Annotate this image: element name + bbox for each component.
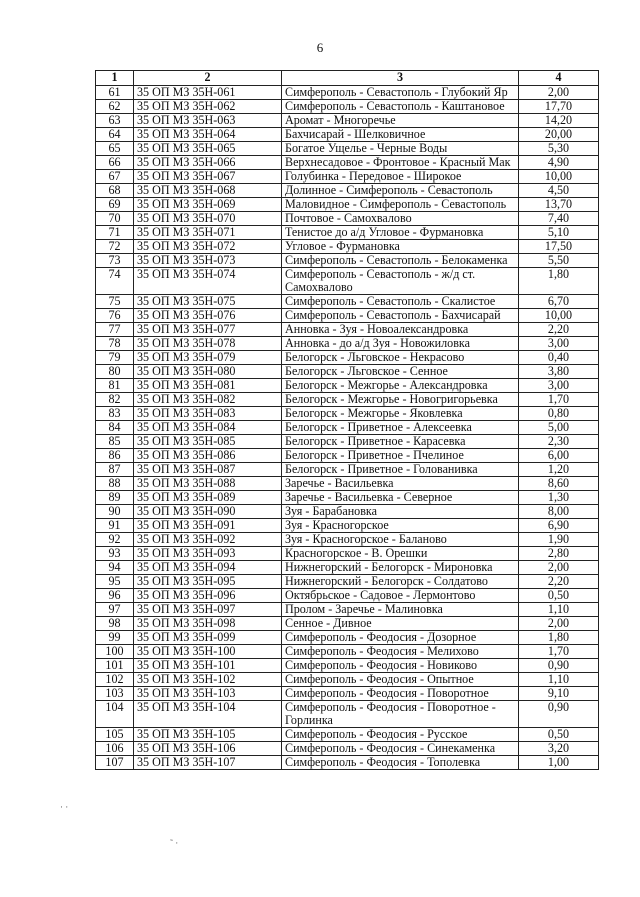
road-length: 2,80 (519, 547, 599, 561)
road-code: 35 ОП МЗ 35Н-084 (134, 421, 282, 435)
road-code: 35 ОП МЗ 35Н-098 (134, 617, 282, 631)
row-number: 68 (96, 184, 134, 198)
road-length: 5,10 (519, 226, 599, 240)
road-code: 35 ОП МЗ 35Н-079 (134, 351, 282, 365)
road-length: 8,60 (519, 477, 599, 491)
road-length: 2,30 (519, 435, 599, 449)
row-number: 99 (96, 631, 134, 645)
table-row (96, 379, 599, 393)
road-code: 35 ОП МЗ 35Н-105 (134, 728, 282, 742)
table-row (96, 519, 599, 533)
row-number: 61 (96, 86, 134, 100)
road-length: 20,00 (519, 128, 599, 142)
road-code: 35 ОП МЗ 35Н-061 (134, 86, 282, 100)
table-row (96, 449, 599, 463)
road-name: Симферополь - Феодосия - Новиково (282, 659, 519, 673)
road-length: 2,20 (519, 323, 599, 337)
road-code: 35 ОП МЗ 35Н-085 (134, 435, 282, 449)
table-row (96, 756, 599, 770)
road-length: 7,40 (519, 212, 599, 226)
road-length: 10,00 (519, 309, 599, 323)
road-length: 4,50 (519, 184, 599, 198)
row-number: 94 (96, 561, 134, 575)
table-row (96, 477, 599, 491)
road-length: 0,50 (519, 589, 599, 603)
row-number: 79 (96, 351, 134, 365)
road-code: 35 ОП МЗ 35Н-100 (134, 645, 282, 659)
road-length: 1,00 (519, 756, 599, 770)
road-name: Сенное - Дивное (282, 617, 519, 631)
road-length: 1,70 (519, 645, 599, 659)
table-row (96, 645, 599, 659)
row-number: 90 (96, 505, 134, 519)
road-name: Красногорское - В. Орешки (282, 547, 519, 561)
row-number: 98 (96, 617, 134, 631)
road-name: Симферополь - Феодосия - Дозорное (282, 631, 519, 645)
row-number: 80 (96, 365, 134, 379)
road-name: Белогорск - Межгорье - Александровка (282, 379, 519, 393)
road-code: 35 ОП МЗ 35Н-095 (134, 575, 282, 589)
table-row (96, 226, 599, 240)
road-name: Почтовое - Самохвалово (282, 212, 519, 226)
table-row (96, 86, 599, 100)
table-row (96, 491, 599, 505)
road-name: Симферополь - Феодосия - Поворотное - Горлинка (282, 701, 519, 728)
table-row (96, 728, 599, 742)
road-code: 35 ОП МЗ 35Н-063 (134, 114, 282, 128)
road-name: Белогорск - Межгорье - Яковлевка (282, 407, 519, 421)
row-number: 103 (96, 687, 134, 701)
road-code: 35 ОП МЗ 35Н-099 (134, 631, 282, 645)
table-row (96, 659, 599, 673)
row-number: 73 (96, 254, 134, 268)
road-name: Долинное - Симферополь - Севастополь (282, 184, 519, 198)
row-number: 92 (96, 533, 134, 547)
table-row (96, 240, 599, 254)
table-row (96, 407, 599, 421)
row-number: 81 (96, 379, 134, 393)
road-length: 0,80 (519, 407, 599, 421)
road-name: Белогорск - Приветное - Алексеевка (282, 421, 519, 435)
road-code: 35 ОП МЗ 35Н-097 (134, 603, 282, 617)
table-header-row (96, 71, 599, 86)
row-number: 70 (96, 212, 134, 226)
road-name: Зуя - Красногорское (282, 519, 519, 533)
table-row (96, 142, 599, 156)
road-code: 35 ОП МЗ 35Н-072 (134, 240, 282, 254)
road-name: Угловое - Фурмановка (282, 240, 519, 254)
road-name: Анновка - Зуя - Новоалександровка (282, 323, 519, 337)
table-row (96, 631, 599, 645)
row-number: 89 (96, 491, 134, 505)
row-number: 82 (96, 393, 134, 407)
stray-mark: · · (60, 802, 69, 812)
road-length: 0,90 (519, 659, 599, 673)
road-length: 9,10 (519, 687, 599, 701)
row-number: 77 (96, 323, 134, 337)
road-name: Нижнегорский - Белогорск - Мироновка (282, 561, 519, 575)
table-row (96, 742, 599, 756)
road-length: 2,00 (519, 86, 599, 100)
road-name: Симферополь - Севастополь - Белокаменка (282, 254, 519, 268)
table-row (96, 254, 599, 268)
table-row (96, 323, 599, 337)
road-length: 14,20 (519, 114, 599, 128)
road-name: Белогорск - Льговское - Сенное (282, 365, 519, 379)
road-name: Верхнесадовое - Фронтовое - Красный Мак (282, 156, 519, 170)
road-code: 35 ОП МЗ 35Н-066 (134, 156, 282, 170)
row-number: 76 (96, 309, 134, 323)
table-row (96, 184, 599, 198)
road-code: 35 ОП МЗ 35Н-081 (134, 379, 282, 393)
roads-table (95, 70, 599, 770)
road-code: 35 ОП МЗ 35Н-071 (134, 226, 282, 240)
row-number: 96 (96, 589, 134, 603)
table-row (96, 617, 599, 631)
road-code: 35 ОП МЗ 35Н-091 (134, 519, 282, 533)
road-code: 35 ОП МЗ 35Н-067 (134, 170, 282, 184)
road-code: 35 ОП МЗ 35Н-082 (134, 393, 282, 407)
row-number: 102 (96, 673, 134, 687)
table-row (96, 365, 599, 379)
road-length: 6,00 (519, 449, 599, 463)
table-row (96, 533, 599, 547)
row-number: 95 (96, 575, 134, 589)
road-name: Симферополь - Севастополь - Скалистое (282, 295, 519, 309)
row-number: 74 (96, 268, 134, 295)
table-row (96, 337, 599, 351)
road-length: 8,00 (519, 505, 599, 519)
row-number: 85 (96, 435, 134, 449)
table-row (96, 100, 599, 114)
table-row (96, 463, 599, 477)
table-row (96, 589, 599, 603)
table-row (96, 673, 599, 687)
road-code: 35 ОП МЗ 35Н-090 (134, 505, 282, 519)
table-row (96, 603, 599, 617)
row-number: 63 (96, 114, 134, 128)
road-length: 1,30 (519, 491, 599, 505)
table-row (96, 156, 599, 170)
road-name: Симферополь - Феодосия - Поворотное (282, 687, 519, 701)
road-name: Симферополь - Севастополь - Бахчисарай (282, 309, 519, 323)
road-name: Симферополь - Севастополь - ж/д ст. Самохвалово (282, 268, 519, 295)
road-code: 35 ОП МЗ 35Н-069 (134, 198, 282, 212)
road-length: 3,80 (519, 365, 599, 379)
row-number: 105 (96, 728, 134, 742)
road-length: 17,70 (519, 100, 599, 114)
road-name: Тенистое до а/д Угловое - Фурмановка (282, 226, 519, 240)
road-name: Аромат - Многоречье (282, 114, 519, 128)
road-length: 6,90 (519, 519, 599, 533)
road-code: 35 ОП МЗ 35Н-074 (134, 268, 282, 295)
road-length: 4,90 (519, 156, 599, 170)
road-length: 1,10 (519, 673, 599, 687)
road-name: Симферополь - Феодосия - Русское (282, 728, 519, 742)
road-name: Симферополь - Феодосия - Опытное (282, 673, 519, 687)
road-length: 2,00 (519, 617, 599, 631)
table-row (96, 687, 599, 701)
road-name: Нижнегорский - Белогорск - Солдатово (282, 575, 519, 589)
table-row (96, 170, 599, 184)
road-name: Анновка - до а/д Зуя - Новожиловка (282, 337, 519, 351)
road-length: 13,70 (519, 198, 599, 212)
road-code: 35 ОП МЗ 35Н-104 (134, 701, 282, 728)
table-row (96, 351, 599, 365)
table-row (96, 198, 599, 212)
road-length: 1,20 (519, 463, 599, 477)
row-number: 78 (96, 337, 134, 351)
road-code: 35 ОП МЗ 35Н-076 (134, 309, 282, 323)
header-col-4: 4 (519, 71, 599, 86)
road-length: 1,70 (519, 393, 599, 407)
road-name: Симферополь - Севастополь - Глубокий Яр (282, 86, 519, 100)
road-name: Белогорск - Межгорье - Новогригорьевка (282, 393, 519, 407)
row-number: 88 (96, 477, 134, 491)
road-code: 35 ОП МЗ 35Н-075 (134, 295, 282, 309)
row-number: 75 (96, 295, 134, 309)
road-name: Зуя - Барабановка (282, 505, 519, 519)
table-row (96, 547, 599, 561)
road-name: Симферополь - Феодосия - Синекаменка (282, 742, 519, 756)
road-name: Симферополь - Феодосия - Мелихово (282, 645, 519, 659)
road-name: Белогорск - Приветное - Голованивка (282, 463, 519, 477)
road-name: Маловидное - Симферополь - Севастополь (282, 198, 519, 212)
row-number: 65 (96, 142, 134, 156)
road-length: 2,00 (519, 561, 599, 575)
row-number: 67 (96, 170, 134, 184)
row-number: 72 (96, 240, 134, 254)
table-row (96, 421, 599, 435)
road-length: 10,00 (519, 170, 599, 184)
road-code: 35 ОП МЗ 35Н-089 (134, 491, 282, 505)
header-col-2: 2 (134, 71, 282, 86)
road-code: 35 ОП МЗ 35Н-078 (134, 337, 282, 351)
road-code: 35 ОП МЗ 35Н-073 (134, 254, 282, 268)
road-name: Белогорск - Приветное - Карасевка (282, 435, 519, 449)
road-name: Белогорск - Льговское - Некрасово (282, 351, 519, 365)
row-number: 62 (96, 100, 134, 114)
table-row (96, 393, 599, 407)
table-row (96, 128, 599, 142)
road-length: 6,70 (519, 295, 599, 309)
table-row (96, 575, 599, 589)
table-row (96, 701, 599, 728)
row-number: 104 (96, 701, 134, 728)
road-code: 35 ОП МЗ 35Н-070 (134, 212, 282, 226)
row-number: 83 (96, 407, 134, 421)
row-number: 93 (96, 547, 134, 561)
road-code: 35 ОП МЗ 35Н-083 (134, 407, 282, 421)
road-name: Симферополь - Феодосия - Тополевка (282, 756, 519, 770)
road-length: 1,10 (519, 603, 599, 617)
road-code: 35 ОП МЗ 35Н-065 (134, 142, 282, 156)
road-length: 1,80 (519, 268, 599, 295)
row-number: 69 (96, 198, 134, 212)
road-code: 35 ОП МЗ 35Н-086 (134, 449, 282, 463)
road-code: 35 ОП МЗ 35Н-103 (134, 687, 282, 701)
road-length: 17,50 (519, 240, 599, 254)
table-row (96, 435, 599, 449)
row-number: 106 (96, 742, 134, 756)
row-number: 86 (96, 449, 134, 463)
road-code: 35 ОП МЗ 35Н-106 (134, 742, 282, 756)
row-number: 107 (96, 756, 134, 770)
table-row (96, 309, 599, 323)
road-length: 1,80 (519, 631, 599, 645)
table-row (96, 114, 599, 128)
road-code: 35 ОП МЗ 35Н-077 (134, 323, 282, 337)
road-length: 5,50 (519, 254, 599, 268)
road-code: 35 ОП МЗ 35Н-101 (134, 659, 282, 673)
table-row (96, 561, 599, 575)
road-code: 35 ОП МЗ 35Н-064 (134, 128, 282, 142)
road-length: 0,40 (519, 351, 599, 365)
road-code: 35 ОП МЗ 35Н-068 (134, 184, 282, 198)
header-col-3: 3 (282, 71, 519, 86)
road-code: 35 ОП МЗ 35Н-107 (134, 756, 282, 770)
road-code: 35 ОП МЗ 35Н-087 (134, 463, 282, 477)
row-number: 91 (96, 519, 134, 533)
page-number: 6 (316, 40, 324, 55)
table-row (96, 268, 599, 295)
stray-mark: ˜ · (170, 838, 179, 848)
row-number: 100 (96, 645, 134, 659)
row-number: 84 (96, 421, 134, 435)
road-name: Октябрьское - Садовое - Лермонтово (282, 589, 519, 603)
header-col-1: 1 (96, 71, 134, 86)
road-name: Зуя - Красногорское - Баланово (282, 533, 519, 547)
row-number: 66 (96, 156, 134, 170)
road-code: 35 ОП МЗ 35Н-088 (134, 477, 282, 491)
table-row (96, 212, 599, 226)
road-length: 0,50 (519, 728, 599, 742)
road-name: Заречье - Васильевка - Северное (282, 491, 519, 505)
road-code: 35 ОП МЗ 35Н-096 (134, 589, 282, 603)
row-number: 71 (96, 226, 134, 240)
road-name: Белогорск - Приветное - Пчелиное (282, 449, 519, 463)
row-number: 97 (96, 603, 134, 617)
road-length: 3,20 (519, 742, 599, 756)
road-code: 35 ОП МЗ 35Н-094 (134, 561, 282, 575)
table-body (96, 86, 599, 770)
road-length: 3,00 (519, 379, 599, 393)
row-number: 64 (96, 128, 134, 142)
table-row (96, 295, 599, 309)
road-name: Богатое Ущелье - Черные Воды (282, 142, 519, 156)
road-length: 2,20 (519, 575, 599, 589)
road-length: 5,00 (519, 421, 599, 435)
road-code: 35 ОП МЗ 35Н-102 (134, 673, 282, 687)
road-name: Пролом - Заречье - Малиновка (282, 603, 519, 617)
road-length: 0,90 (519, 701, 599, 728)
row-number: 101 (96, 659, 134, 673)
road-code: 35 ОП МЗ 35Н-080 (134, 365, 282, 379)
road-length: 3,00 (519, 337, 599, 351)
road-length: 5,30 (519, 142, 599, 156)
road-length: 1,90 (519, 533, 599, 547)
row-number: 87 (96, 463, 134, 477)
road-name: Заречье - Васильевка (282, 477, 519, 491)
road-code: 35 ОП МЗ 35Н-062 (134, 100, 282, 114)
road-name: Симферополь - Севастополь - Каштановое (282, 100, 519, 114)
table-row (96, 505, 599, 519)
road-name: Бахчисарай - Шелковичное (282, 128, 519, 142)
road-code: 35 ОП МЗ 35Н-093 (134, 547, 282, 561)
road-name: Голубинка - Передовое - Широкое (282, 170, 519, 184)
road-code: 35 ОП МЗ 35Н-092 (134, 533, 282, 547)
